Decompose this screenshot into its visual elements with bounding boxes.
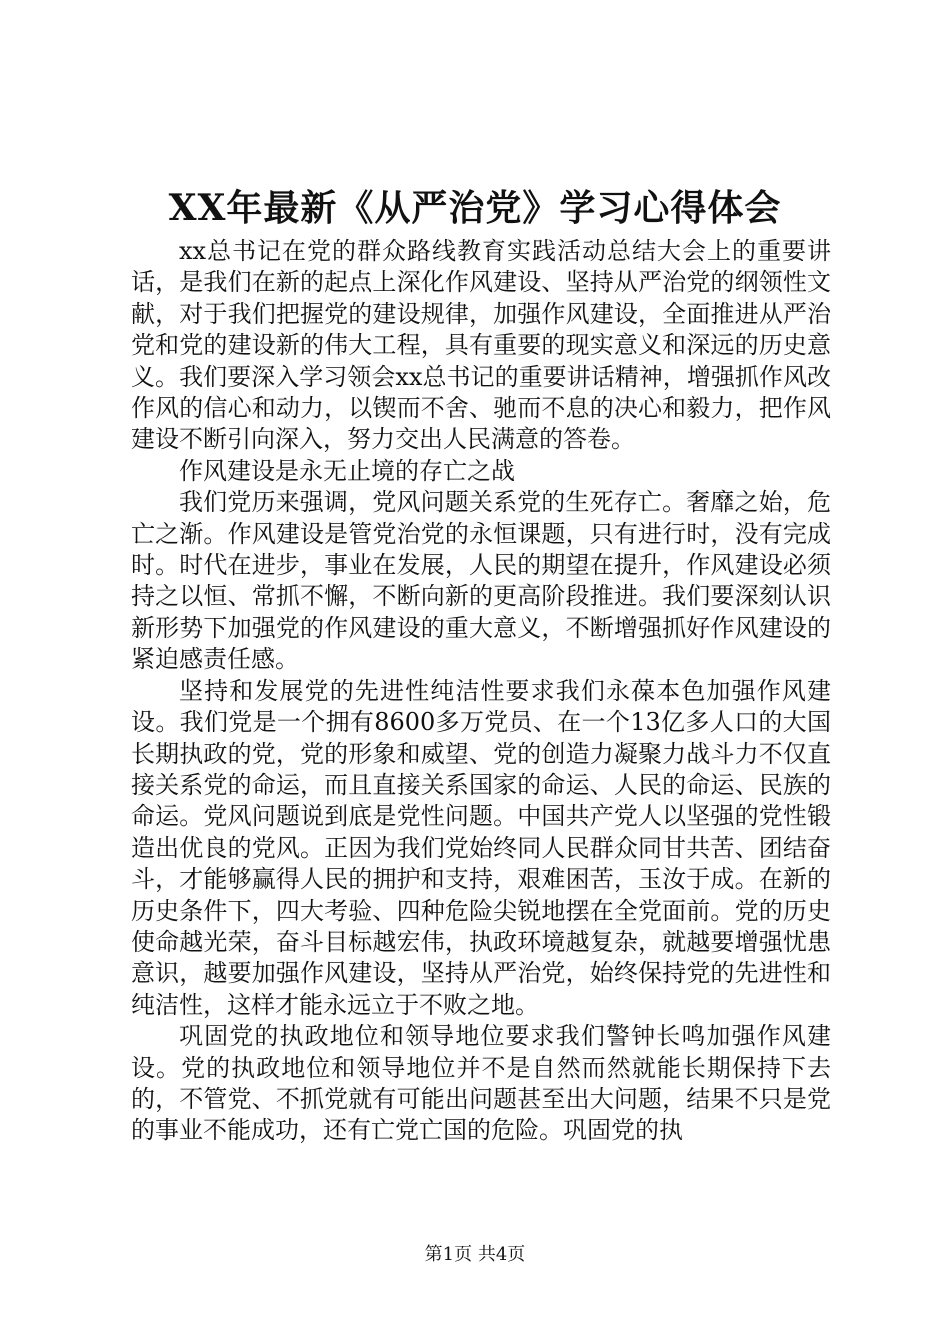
document-title: XX年最新《从严治党》学习心得体会 xyxy=(168,187,782,229)
paragraph: 坚持和发展党的先进性纯洁性要求我们永葆本色加强作风建设。我们党是一个拥有8600多万党员、在一个13亿多人口的大国长期执政的党，党的形象和威望、党的创造力凝聚力战斗力不仅直接关系党的命运，而且直接关系国家的命运、人民的命运、民族的命运。党风问题说到底是党性问题。中国共产党人以坚强的党性锻造出优良的党风。正因为我们党始终同人民群众同甘共苦、团结奋斗，才能够赢得人民的拥护和支持，艰难困苦，玉汝于成。在新的历史条件下，四大考验、四种危险尖锐地摆在全党面前。党的历史使命越光荣，奋斗目标越宏伟，执政环境越复杂，就越要增强忧患意识，越要加强作风建设，坚持从严治党，始终保持党的先进性和纯洁性，这样才能永远立于不败之地。 xyxy=(131,676,831,1019)
section-heading: 作风建设是永无止境的存亡之战 xyxy=(179,456,515,485)
paragraph: xx总书记在党的群众路线教育实践活动总结大会上的重要讲话，是我们在新的起点上深化作风建设、坚持从严治党的纲领性文献，对于我们把握党的建设规律，加强作风建设，全面推进从严治党和党的建设新的伟大工程，具有重要的现实意义和深远的历史意义。我们要深入学习领会xx总书记的重要讲话精神，增强抓作风改作风的信心和动力，以锲而不舍、驰而不息的决心和毅力，把作风建设不断引向深入，努力交出人民满意的答卷。 xyxy=(131,237,831,454)
paragraph: 我们党历来强调，党风问题关系党的生死存亡。奢靡之始，危亡之渐。作风建设是管党治党的永恒课题，只有进行时，没有完成时。时代在进步，事业在发展，人民的期望在提升，作风建设必须持之以恒、常抓不懈，不断向新的更高阶段推进。我们要深刻认识新形势下加强党的作风建设的重大意义，不断增强抓好作风建设的紧迫感责任感。 xyxy=(131,488,831,674)
paragraph: 巩固党的执政地位和领导地位要求我们警钟长鸣加强作风建设。党的执政地位和领导地位并不是自然而然就能长期保持下去的，不管党、不抓党就有可能出问题甚至出大问题，结果不只是党的事业不能成功，还有亡党亡国的危险。巩固党的执 xyxy=(131,1022,831,1145)
page-number-footer: 第1页 共4页 xyxy=(424,1244,526,1265)
document-body xyxy=(131,236,831,1147)
